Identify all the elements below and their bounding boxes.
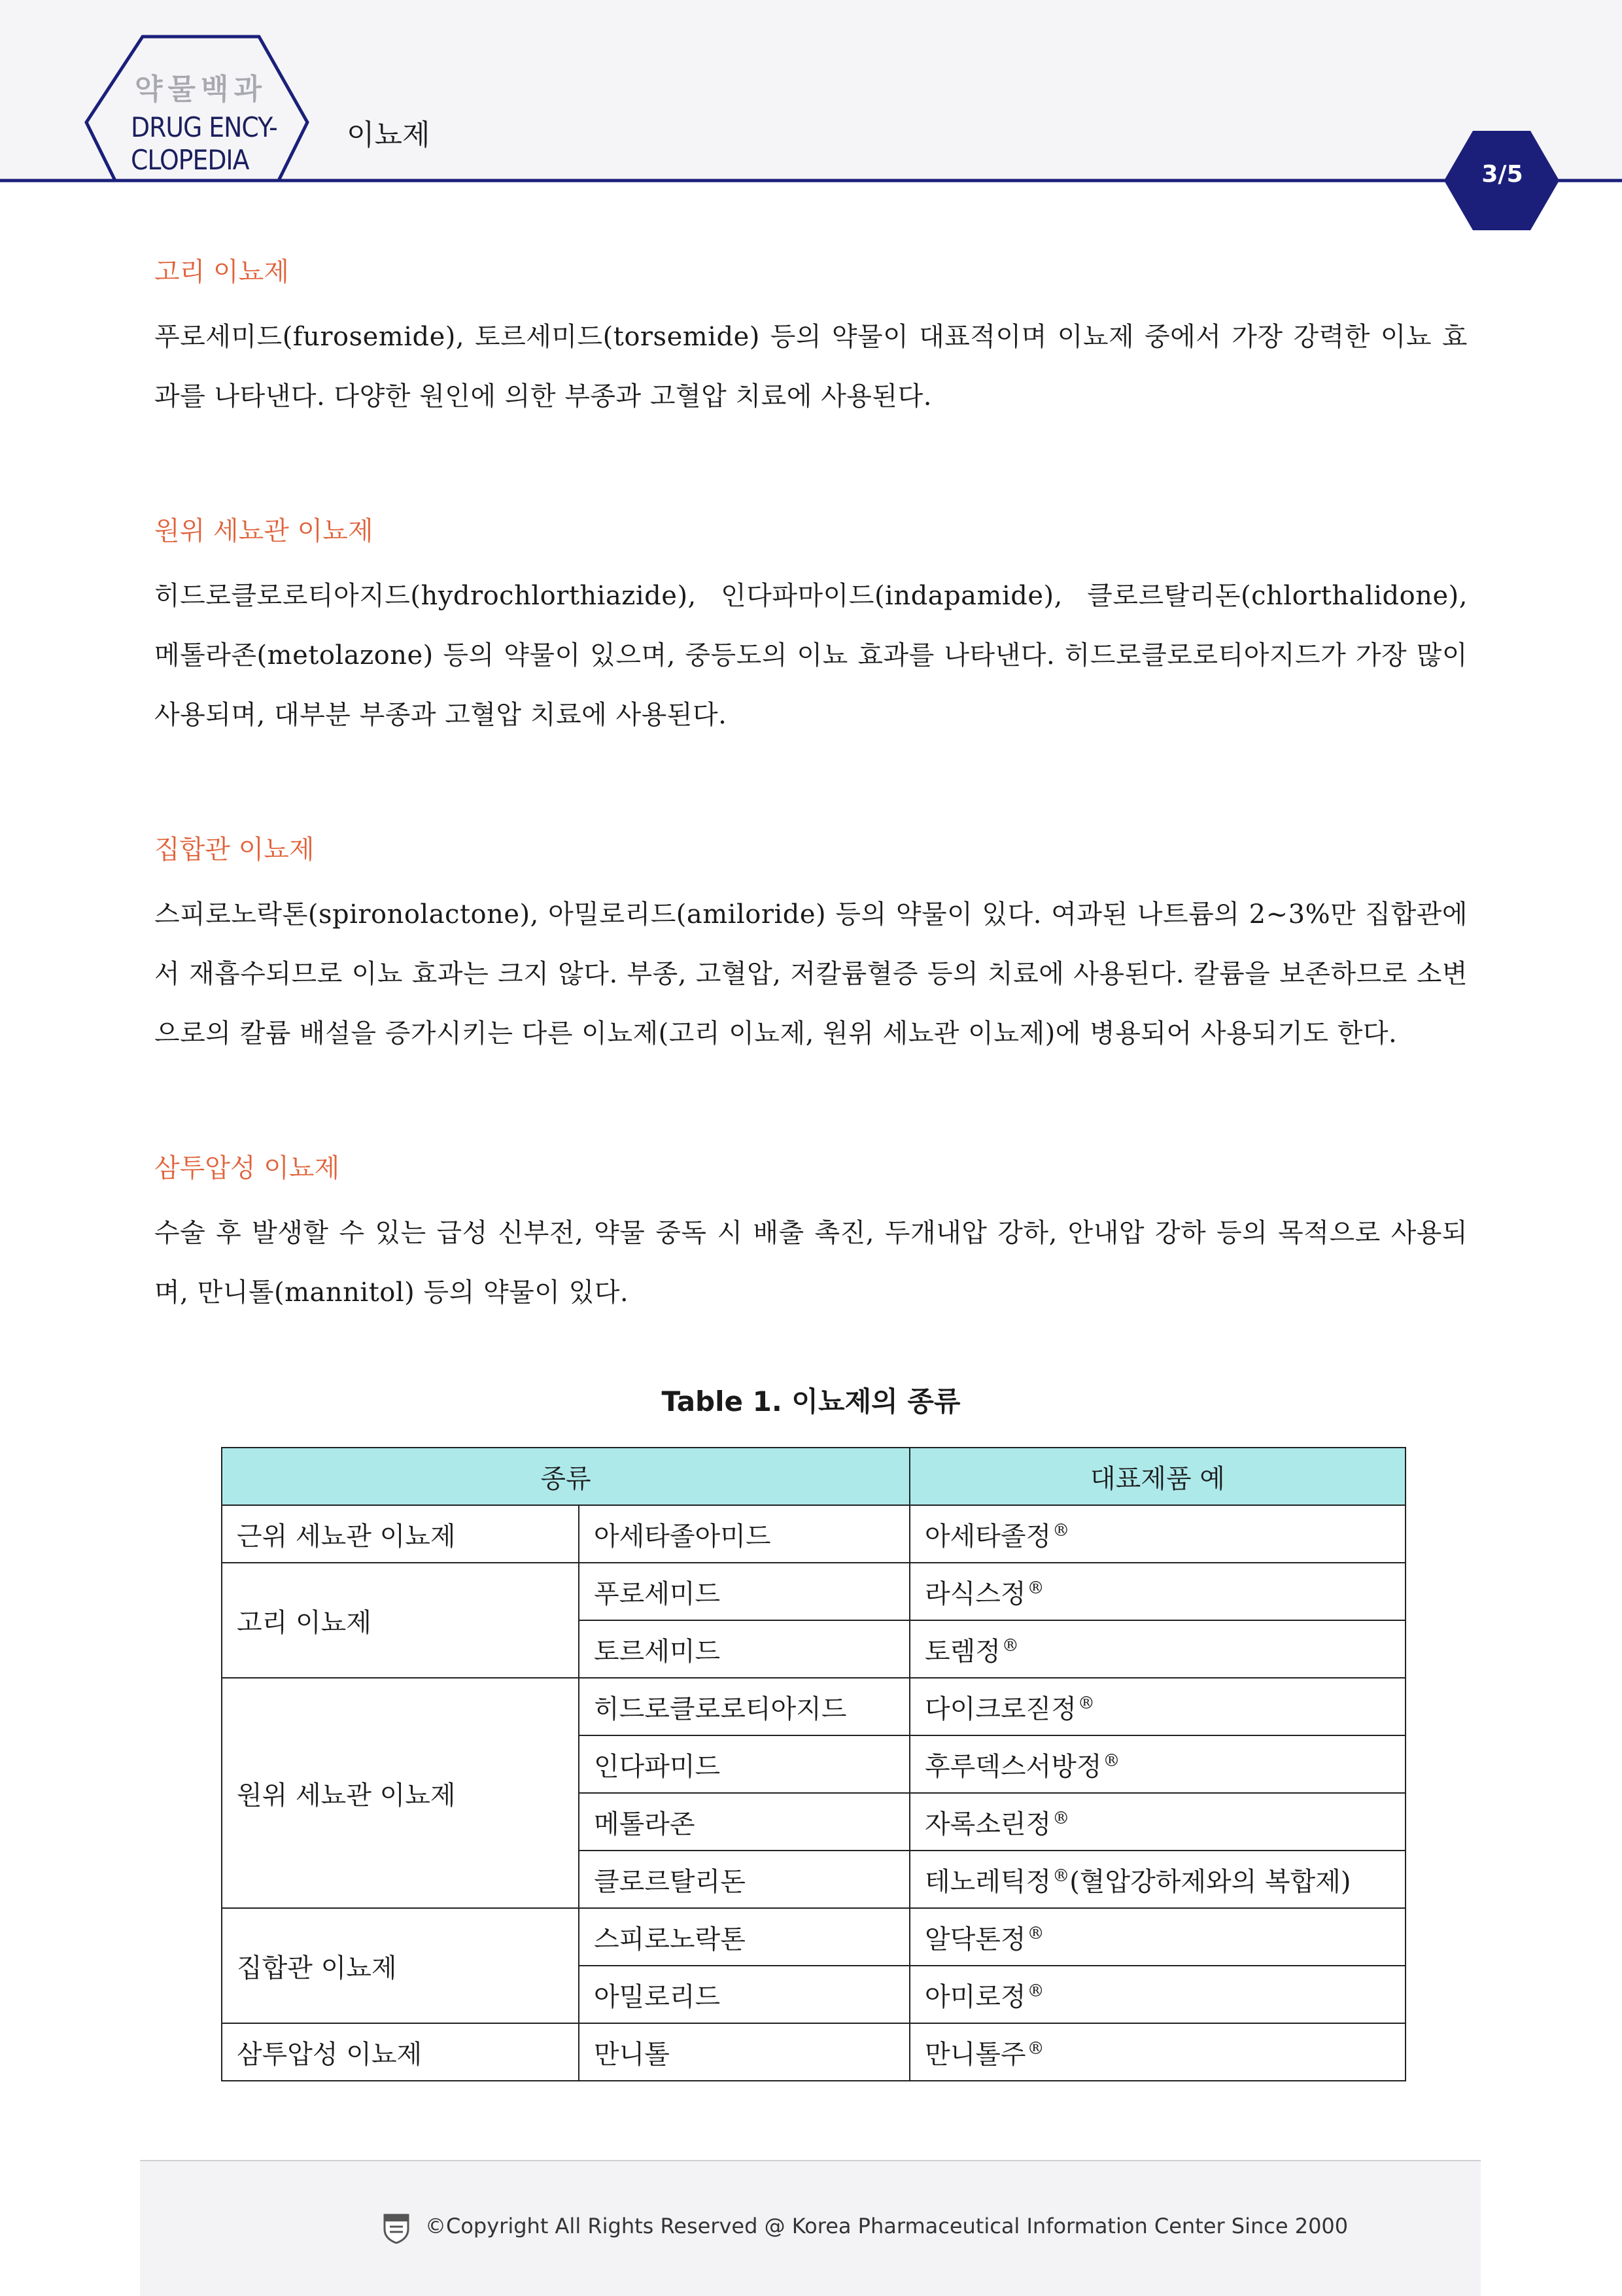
section-collecting-duct-diuretics (154, 834, 1468, 1064)
section-loop-diuretics (154, 256, 1468, 426)
product-name: 다이크로짇정 (925, 1694, 1077, 1724)
product-name: 아세타졸정 (925, 1521, 1052, 1552)
table-row (222, 1678, 1406, 1735)
product-cell (910, 1735, 1406, 1793)
product-name: 만니톨주 (925, 2039, 1026, 2070)
drug-name: 아세타졸아미드 (579, 1505, 910, 1563)
drug-name: 메톨라존 (579, 1793, 910, 1851)
footer-copyright: ©Copyright All Rights Reserved @ Korea Pharmaceutical Information Center Since 2000 (425, 2214, 1349, 2238)
product-cell (910, 2023, 1406, 2081)
drug-name: 푸로세미드 (579, 1563, 910, 1620)
product-cell (910, 1908, 1406, 1966)
drug-name: 히드로클로로티아지드 (579, 1678, 910, 1735)
product-name: 알닥톤정 (925, 1924, 1026, 1955)
registered-mark: ® (1103, 1750, 1120, 1771)
page-number: 3/5 (1481, 161, 1523, 188)
registered-mark: ® (1027, 1578, 1044, 1598)
registered-mark: ® (1001, 1635, 1019, 1656)
section-osmotic-diuretics (154, 1153, 1468, 1323)
product-cell (910, 1505, 1406, 1563)
section-heading: 집합관 이뇨제 (154, 835, 315, 865)
registered-mark: ® (1027, 2038, 1044, 2059)
product-name: 자록소린정 (925, 1809, 1052, 1839)
drug-name: 토르세미드 (579, 1620, 910, 1678)
group-name: 삼투압성 이뇨제 (222, 2023, 579, 2081)
diuretics-table (221, 1447, 1406, 2081)
product-name: 라식스정 (925, 1578, 1026, 1609)
product-name: 테노레틱정 (925, 1866, 1052, 1897)
registered-mark: ® (1052, 1520, 1070, 1540)
registered-mark: ® (1077, 1693, 1095, 1713)
product-cell (910, 1966, 1406, 2023)
product-note: (혈압강하제와의 복합제) (1069, 1866, 1351, 1897)
group-name: 근위 세뇨관 이뇨제 (222, 1505, 579, 1563)
section-heading: 원위 세뇨관 이뇨제 (154, 516, 373, 546)
section-heading: 고리 이뇨제 (154, 257, 289, 287)
section-body: 수술 후 발생할 수 있는 급성 신부전, 약물 중독 시 배출 촉진, 두개내압 강하, 안내압 강하 등의 목적으로 사용되며, 만니톨(mannitol) 등의 약물이 있다. (154, 1218, 1468, 1308)
section-body: 푸로세미드(furosemide), 토르세미드(torsemide) 등의 약물이 대표적이며 이뇨제 중에서 가장 강력한 이뇨 효과를 나타낸다. 다양한 원인에 의한 부종과 고혈압 치료에 사용된다. (154, 322, 1468, 411)
table-row (222, 1563, 1406, 1620)
product-cell (910, 1563, 1406, 1620)
drug-name: 스피로노락톤 (579, 1908, 910, 1966)
product-cell (910, 1793, 1406, 1851)
registered-mark: ® (1052, 1866, 1070, 1886)
section-heading: 삼투압성 이뇨제 (154, 1153, 340, 1183)
logo-english-line2: CLOPEDIA (131, 144, 249, 176)
section-distal-tubule-diuretics (154, 515, 1468, 745)
table-row (222, 1505, 1406, 1563)
logo-english-text (131, 111, 277, 177)
group-name: 원위 세뇨관 이뇨제 (222, 1678, 579, 1908)
article-content (154, 256, 1468, 1412)
product-name: 후루덱스서방정 (925, 1751, 1102, 1782)
section-body: 히드로클로로티아지드(hydrochlorthiazide), 인다파마이드(indapamide), 클로르탈리돈(chlorthalidone), 메톨라존(metolazone) 등의 약물이 있으며, 중등도의 이뇨 효과를 나타낸다. 히드로클로로티아지드가 가장 많이 사용되며, 대부분 부종과 고혈압 치료에 사용된다. (154, 581, 1468, 730)
table-header-row (222, 1448, 1406, 1505)
drug-name: 클로르탈리돈 (579, 1851, 910, 1908)
table-row (222, 2023, 1406, 2081)
product-name: 토렘정 (925, 1636, 1001, 1667)
page-title: 이뇨제 (347, 118, 430, 152)
logo-korean-text: 약물백과 (135, 73, 267, 106)
product-name: 아미로정 (925, 1981, 1026, 2012)
kpic-emblem-icon (382, 2212, 411, 2244)
table-caption: Table 1. 이뇨제의 종류 (661, 1385, 961, 1418)
drug-name: 인다파미드 (579, 1735, 910, 1793)
drug-name: 만니톨 (579, 2023, 910, 2081)
drug-name: 아밀로리드 (579, 1966, 910, 2023)
logo-english-line1: DRUG ENCY- (131, 111, 277, 143)
table-row (222, 1908, 1406, 1966)
registered-mark: ® (1027, 1981, 1044, 2001)
product-cell (910, 1620, 1406, 1678)
group-name: 고리 이뇨제 (222, 1563, 579, 1678)
section-body: 스피로노락톤(spironolactone), 아밀로리드(amiloride) 등의 약물이 있다. 여과된 나트륨의 2~3%만 집합관에서 재흡수되므로 이뇨 효과는 크지 않다. 부종, 고혈압, 저칼륨혈증 등의 치료에 사용된다. 칼륨을 보존하므로 소변으로의 칼륨 배설을 증가시키는 다른 이뇨제(고리 이뇨제, 원위 세뇨관 이뇨제)에 병용되어 사용되기도 한다. (154, 899, 1468, 1049)
group-name: 집합관 이뇨제 (222, 1908, 579, 2023)
registered-mark: ® (1027, 1923, 1044, 1943)
registered-mark: ® (1052, 1808, 1070, 1828)
header-examples: 대표제품 예 (910, 1448, 1406, 1505)
product-cell (910, 1678, 1406, 1735)
header-type: 종류 (222, 1448, 910, 1505)
product-cell (910, 1851, 1406, 1908)
